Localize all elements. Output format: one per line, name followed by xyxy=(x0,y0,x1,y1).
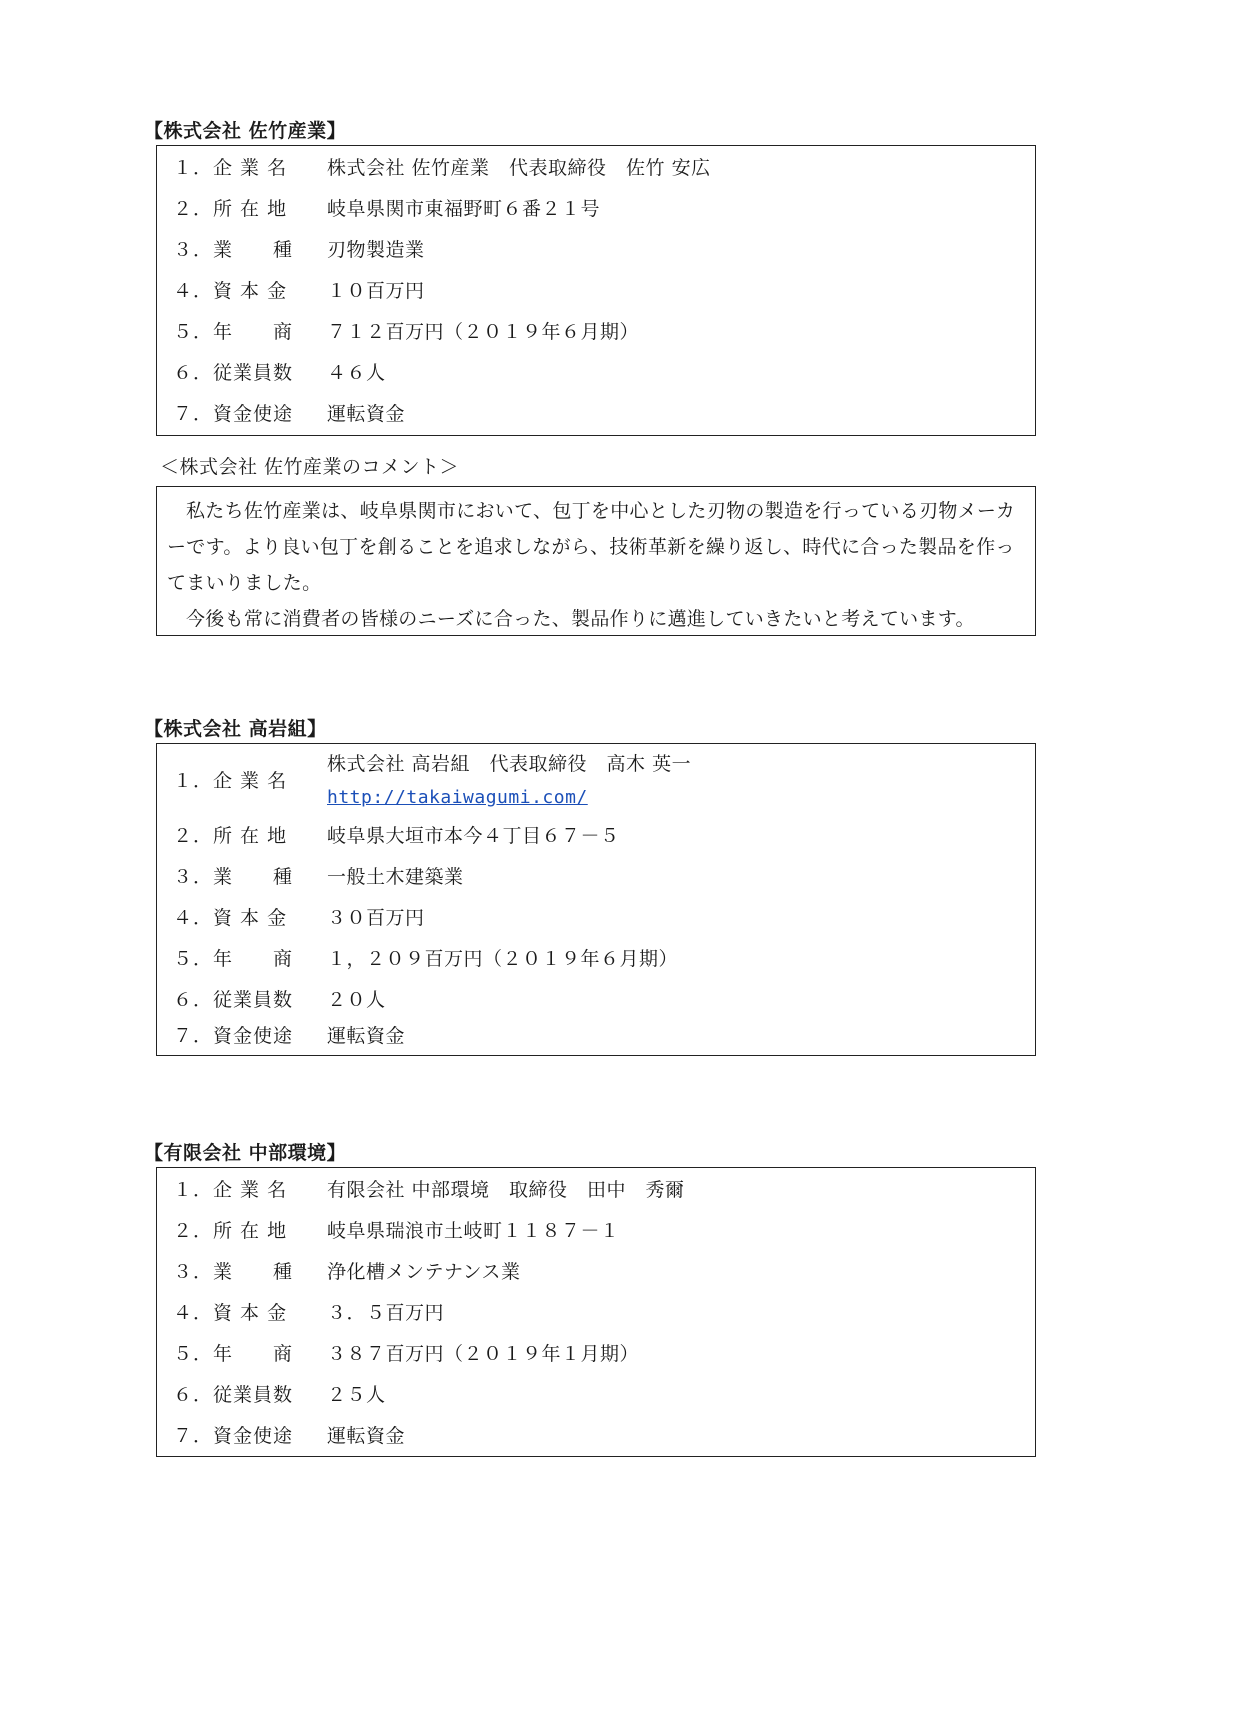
info-row-address xyxy=(157,1211,1035,1251)
info-row-company-name xyxy=(157,148,1035,188)
row-value: ７１２百万円（２０１９年６月期） xyxy=(327,321,640,343)
info-row-fund-use xyxy=(157,1416,1035,1456)
row-value: 有限会社 中部環境 取締役 田中 秀爾 xyxy=(327,1179,685,1201)
row-value-group xyxy=(327,748,691,814)
row-label: ５．年 商 xyxy=(173,321,294,343)
company-info-box-chubu-kankyo xyxy=(156,1167,1036,1457)
comment-box-satake xyxy=(156,486,1036,636)
info-row-annual-sales xyxy=(157,1334,1035,1374)
company-info-box-satake xyxy=(156,145,1036,436)
row-value: 運転資金 xyxy=(327,1025,406,1047)
row-label: ５．年 商 xyxy=(173,948,294,970)
row-label: ３．業 種 xyxy=(173,1261,294,1283)
info-row-capital xyxy=(157,898,1035,938)
comment-paragraph: 今後も常に消費者の皆様のニーズに合った、製品作りに邁進していきたいと考えています。 xyxy=(186,608,975,630)
row-value: ２０人 xyxy=(327,989,386,1011)
row-value: 運転資金 xyxy=(327,1425,406,1447)
info-row-annual-sales xyxy=(157,312,1035,352)
section-title-takaiwagumi: 【株式会社 高岩組】 xyxy=(144,718,327,740)
info-row-employees xyxy=(157,1375,1035,1415)
row-value: ３０百万円 xyxy=(327,907,425,929)
row-value: ３８７百万円（２０１９年１月期） xyxy=(327,1343,640,1365)
section-title-satake: 【株式会社 佐竹産業】 xyxy=(144,120,347,142)
row-label: ３．業 種 xyxy=(173,866,294,888)
row-value: ４６人 xyxy=(327,362,386,384)
row-label: ３．業 種 xyxy=(173,239,294,261)
row-label: ２．所 在 地 xyxy=(173,1220,288,1242)
comment-paragraph: 私たち佐竹産業は、岐阜県関市において、包丁を中心とした刃物の製造を行っている刃物メーカーです。より良い包丁を創ることを追求しながら、技術革新を繰り返し、時代に合った製品を作ってまいりました。 xyxy=(167,500,1016,594)
row-value: 一般土木建築業 xyxy=(327,866,464,888)
info-row-industry xyxy=(157,857,1035,897)
row-value: 岐阜県大垣市本今４丁目６７－５ xyxy=(327,825,620,847)
section-title-chubu-kankyo: 【有限会社 中部環境】 xyxy=(144,1142,347,1164)
row-value: 岐阜県関市東福野町６番２１号 xyxy=(327,198,601,220)
row-label: １．企 業 名 xyxy=(173,770,288,792)
info-row-company-name xyxy=(157,1170,1035,1210)
info-row-address xyxy=(157,189,1035,229)
info-row-fund-use xyxy=(157,1016,1035,1056)
company-info-box-takaiwagumi xyxy=(156,743,1036,1056)
info-row-annual-sales xyxy=(157,939,1035,979)
row-label: ４．資 本 金 xyxy=(173,907,288,929)
info-row-capital xyxy=(157,1293,1035,1333)
row-label: ４．資 本 金 xyxy=(173,280,288,302)
row-label: ４．資 本 金 xyxy=(173,1302,288,1324)
row-label: ７．資金使途 xyxy=(173,403,294,425)
info-row-fund-use xyxy=(157,394,1035,434)
row-label: ７．資金使途 xyxy=(173,1425,294,1447)
row-label: １．企 業 名 xyxy=(173,157,288,179)
row-value: 株式会社 佐竹産業 代表取締役 佐竹 安広 xyxy=(327,157,711,179)
row-value: ２５人 xyxy=(327,1384,386,1406)
comment-heading-satake: ＜株式会社 佐竹産業のコメント＞ xyxy=(160,456,460,478)
info-row-industry xyxy=(157,230,1035,270)
row-label: ２．所 在 地 xyxy=(173,198,288,220)
row-value: 刃物製造業 xyxy=(327,239,425,261)
info-row-employees xyxy=(157,980,1035,1020)
row-label: ５．年 商 xyxy=(173,1343,294,1365)
company-website-link[interactable]: http://takaiwagumi.com/ xyxy=(327,787,588,808)
row-value: １，２０９百万円（２０１９年６月期） xyxy=(327,948,679,970)
info-row-address xyxy=(157,816,1035,856)
info-row-industry xyxy=(157,1252,1035,1292)
row-value: 株式会社 高岩組 代表取締役 高木 英一 xyxy=(327,753,692,775)
row-value: １０百万円 xyxy=(327,280,425,302)
row-value: 浄化槽メンテナンス業 xyxy=(327,1261,521,1283)
info-row-company-name xyxy=(157,746,1035,816)
row-label: ６．従業員数 xyxy=(173,1384,294,1406)
row-label: １．企 業 名 xyxy=(173,1179,288,1201)
row-value: 岐阜県瑞浪市土岐町１１８７－１ xyxy=(327,1220,620,1242)
row-value: 運転資金 xyxy=(327,403,406,425)
row-value: ３．５百万円 xyxy=(327,1302,445,1324)
row-label: ６．従業員数 xyxy=(173,989,294,1011)
info-row-capital xyxy=(157,271,1035,311)
row-label: ２．所 在 地 xyxy=(173,825,288,847)
info-row-employees xyxy=(157,353,1035,393)
row-label: ７．資金使途 xyxy=(173,1025,294,1047)
row-label: ６．従業員数 xyxy=(173,362,294,384)
